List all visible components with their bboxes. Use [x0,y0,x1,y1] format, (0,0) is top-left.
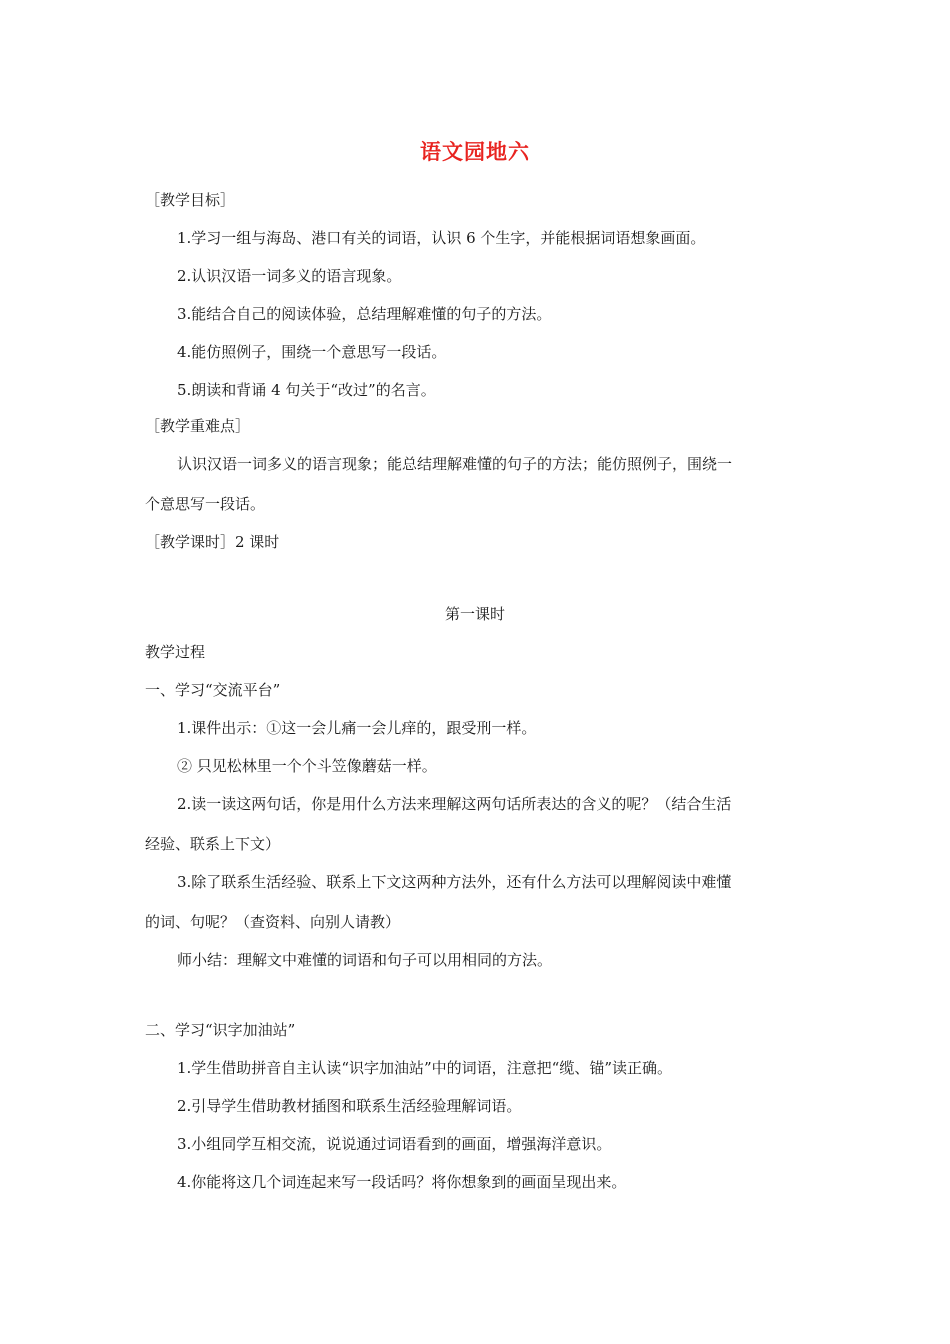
section-item-cont: 经验、联系上下文） [145,835,281,853]
objective-item: 3.能结合自己的阅读体验，总结理解难懂的句子的方法。 [177,305,552,323]
section-title: 一、学习“交流平台” [145,681,281,699]
page-title: 语文园地六 [420,139,530,164]
section-item: 3.小组同学互相交流，说说通过词语看到的画面，增强海洋意识。 [177,1135,612,1153]
section-item: ② 只见松林里一个个斗笠像蘑菇一样。 [177,757,437,775]
section-item: 1.课件出示：①这一会儿痛一会儿痒的，跟受刑一样。 [177,719,537,737]
section-item: 2.引导学生借助教材插图和联系生活经验理解词语。 [177,1097,522,1115]
section-item: 2.读一读这两句话，你是用什么方法来理解这两句话所表达的含义的呢？（结合生活 [177,795,732,813]
lesson-heading: 第一课时 [444,605,505,623]
objective-item: 2.认识汉语一词多义的语言现象。 [177,267,402,285]
objective-item: 4.能仿照例子，围绕一个意思写一段话。 [177,343,447,361]
class-hours: ［教学课时］2 课时 [145,533,280,551]
key-points-text-cont: 个意思写一段话。 [145,495,266,513]
objective-item: 1.学习一组与海岛、港口有关的词语，认识 6 个生字，并能根据词语想象画面。 [177,229,706,247]
section-item-cont: 的词、句呢？（查资料、向别人请教） [145,913,401,931]
process-label: 教学过程 [145,643,206,661]
section-item: 3.除了联系生活经验、联系上下文这两种方法外，还有什么方法可以理解阅读中难懂 [177,873,732,891]
section-title: 二、学习“识字加油站” [145,1021,296,1039]
key-points-heading: ［教学重难点］ [145,417,251,435]
objective-item: 5.朗读和背诵 4 句关于“改过”的名言。 [177,381,436,399]
key-points-text: 认识汉语一词多义的语言现象；能总结理解难懂的句子的方法；能仿照例子，围绕一 [177,455,733,473]
objectives-heading: ［教学目标］ [145,191,236,209]
section-item: 1.学生借助拼音自主认读“识字加油站”中的词语，注意把“缆、锚”读正确。 [177,1059,672,1077]
teacher-summary: 师小结：理解文中难懂的词语和句子可以用相同的方法。 [177,951,553,969]
section-item: 4.你能将这几个词连起来写一段话吗？将你想象到的画面呈现出来。 [177,1173,627,1191]
